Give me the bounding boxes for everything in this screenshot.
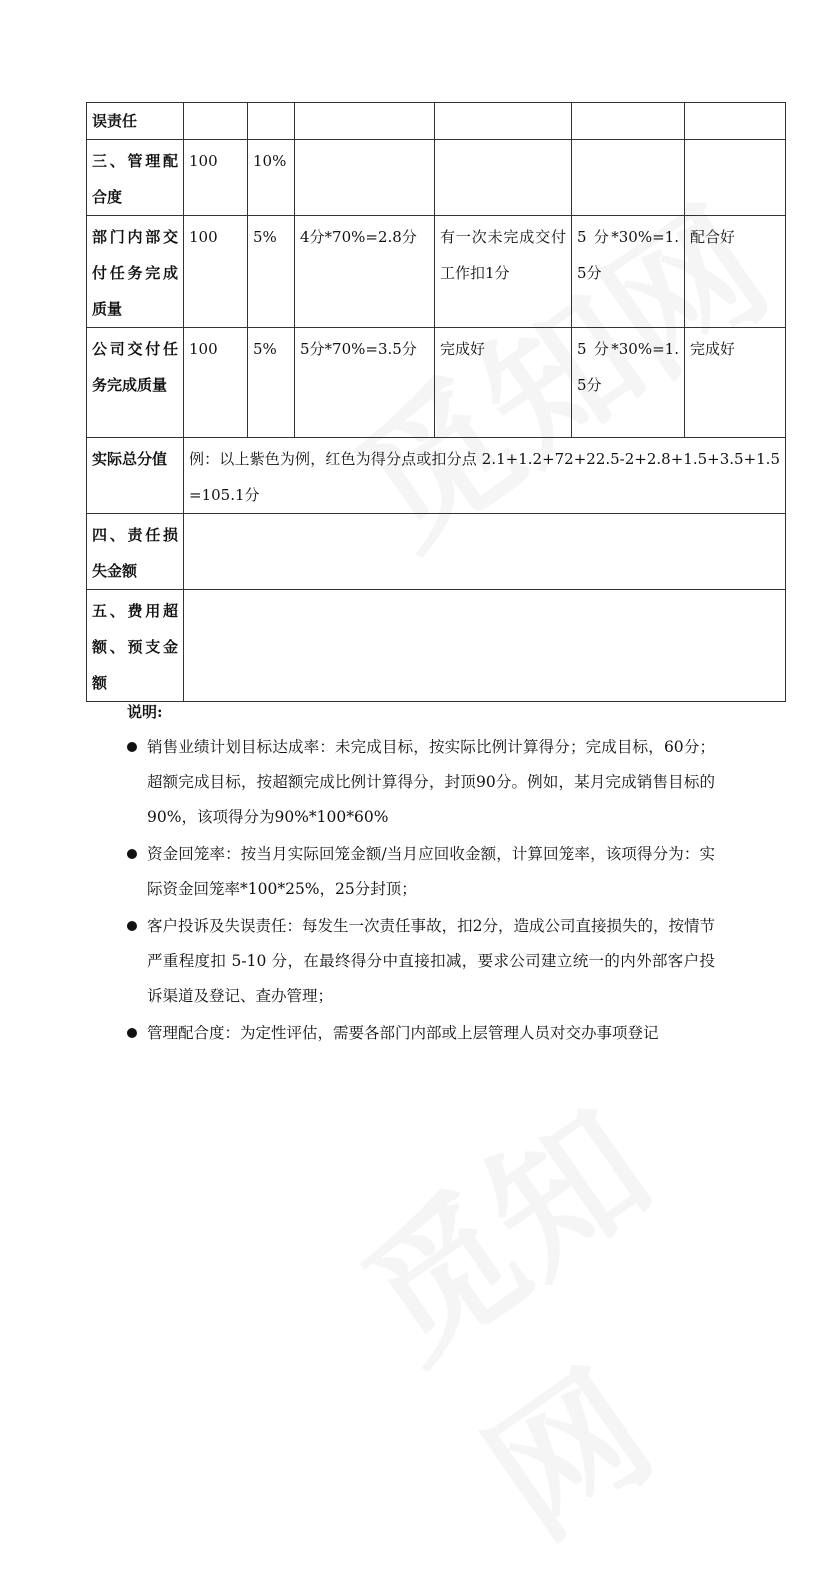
table-cell bbox=[248, 103, 295, 140]
watermark bbox=[315, 976, 830, 1576]
notes-list bbox=[125, 730, 715, 1053]
table-cell: 5分*70%=3.5分 bbox=[295, 328, 435, 438]
note-text: 销售业绩计划目标达成率：未完成目标，按实际比例计算得分；完成目标，60分；超额完成目标，按超额完成比例计算得分，封顶90分。例如，某月完成销售目标的90%，该项得分为90%*100*60% bbox=[147, 738, 715, 826]
table-cell bbox=[435, 103, 572, 140]
table-cell: 完成好 bbox=[685, 328, 786, 438]
table-cell bbox=[184, 103, 248, 140]
table-row bbox=[87, 103, 786, 140]
table-cell: 部门内部交付任务完成质量 bbox=[87, 216, 184, 328]
table-row bbox=[87, 216, 786, 328]
table-cell: 5% bbox=[248, 216, 295, 328]
table-cell: 三、管理配合度 bbox=[87, 140, 184, 216]
table-cell: 完成好 bbox=[435, 328, 572, 438]
loss-amount-label: 四、责任损失金额 bbox=[87, 514, 184, 590]
table-cell: 公司交付任务完成质量 bbox=[87, 328, 184, 438]
table-cell bbox=[572, 140, 685, 216]
table-cell: 100 bbox=[184, 328, 248, 438]
bullet-icon bbox=[127, 1028, 137, 1038]
notes-title: 说明: bbox=[127, 703, 163, 721]
bullet-icon bbox=[127, 921, 137, 931]
loss-amount-row bbox=[87, 514, 786, 590]
table-row bbox=[87, 328, 786, 438]
list-item bbox=[125, 1016, 715, 1051]
table-cell bbox=[685, 140, 786, 216]
expense-value bbox=[184, 590, 786, 702]
list-item bbox=[125, 837, 715, 907]
table-cell: 误责任 bbox=[87, 103, 184, 140]
table-cell bbox=[435, 140, 572, 216]
loss-amount-value bbox=[184, 514, 786, 590]
table-cell bbox=[295, 103, 435, 140]
note-text: 资金回笼率：按当月实际回笼金额/当月应回收金额，计算回笼率，该项得分为：实际资金回笼率*100*25%，25分封顶； bbox=[147, 845, 715, 898]
expense-row bbox=[87, 590, 786, 702]
table-cell: 有一次未完成交付工作扣1分 bbox=[435, 216, 572, 328]
table-cell: 配合好 bbox=[685, 216, 786, 328]
table-cell bbox=[572, 103, 685, 140]
score-table bbox=[86, 102, 786, 702]
expense-label: 五、费用超额、预支金额 bbox=[87, 590, 184, 702]
bullet-icon bbox=[127, 849, 137, 859]
table-cell bbox=[295, 140, 435, 216]
total-score-label: 实际总分值 bbox=[87, 438, 184, 514]
total-score-row bbox=[87, 438, 786, 514]
list-item bbox=[125, 730, 715, 835]
total-score-value: 例：以上紫色为例，红色为得分点或扣分点 2.1+1.2+72+22.5-2+2.8+1.5+3.5+1.5=105.1分 bbox=[184, 438, 786, 514]
table-cell: 100 bbox=[184, 216, 248, 328]
table-cell: 5 分*30%=1.5分 bbox=[572, 216, 685, 328]
table-cell: 10% bbox=[248, 140, 295, 216]
bullet-icon bbox=[127, 742, 137, 752]
table-cell: 5% bbox=[248, 328, 295, 438]
list-item bbox=[125, 909, 715, 1014]
note-text: 管理配合度：为定性评估，需要各部门内部或上层管理人员对交办事项登记 bbox=[147, 1024, 659, 1042]
table-cell: 5 分*30%=1.5分 bbox=[572, 328, 685, 438]
table-row bbox=[87, 140, 786, 216]
table-cell: 100 bbox=[184, 140, 248, 216]
table-cell bbox=[685, 103, 786, 140]
table-cell: 4分*70%=2.8分 bbox=[295, 216, 435, 328]
note-text: 客户投诉及失误责任：每发生一次责任事故，扣2分，造成公司直接损失的，按情节严重程度扣 5-10 分，在最终得分中直接扣减，要求公司建立统一的内外部客户投诉渠道及登记、查办管理； bbox=[147, 917, 715, 1005]
